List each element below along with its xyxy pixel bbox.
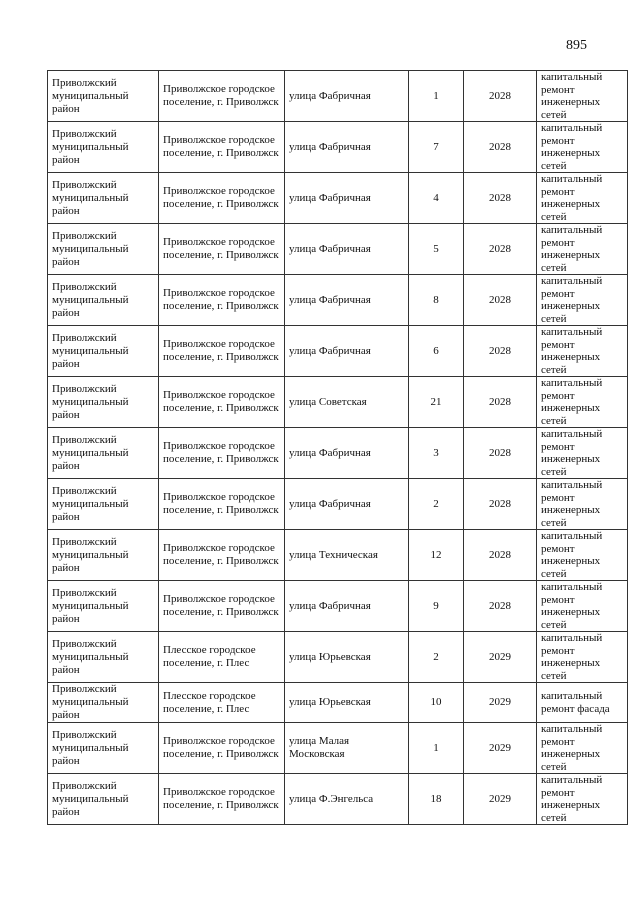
- year-cell: 2028: [464, 122, 537, 173]
- work-type-cell: капитальный ремонт инженерных сетей: [537, 774, 628, 825]
- year-cell: 2028: [464, 275, 537, 326]
- year-cell: 2028: [464, 530, 537, 581]
- work-type-cell: капитальный ремонт инженерных сетей: [537, 173, 628, 224]
- table-body: [48, 71, 628, 825]
- table-row: [48, 377, 628, 428]
- house-number-cell: 7: [409, 122, 464, 173]
- table-row: [48, 224, 628, 275]
- street-cell: улица Юрьевская: [285, 632, 409, 683]
- work-type-cell: капитальный ремонт инженерных сетей: [537, 632, 628, 683]
- settlement-cell: Плесское городское поселение, г. Плес: [159, 632, 285, 683]
- work-type-cell: капитальный ремонт инженерных сетей: [537, 723, 628, 774]
- table-row: [48, 326, 628, 377]
- house-number-cell: 6: [409, 326, 464, 377]
- district-cell: Приволжский муниципальный район: [48, 479, 159, 530]
- work-type-cell: капитальный ремонт инженерных сетей: [537, 479, 628, 530]
- year-cell: 2028: [464, 479, 537, 530]
- settlement-cell: Приволжское городское поселение, г. Приволжск: [159, 326, 285, 377]
- house-number-cell: 21: [409, 377, 464, 428]
- settlement-cell: Приволжское городское поселение, г. Приволжск: [159, 530, 285, 581]
- table-row: [48, 275, 628, 326]
- settlement-cell: Приволжское городское поселение, г. Приволжск: [159, 377, 285, 428]
- table-row: [48, 530, 628, 581]
- year-cell: 2029: [464, 723, 537, 774]
- district-cell: Приволжский муниципальный район: [48, 326, 159, 377]
- district-cell: Приволжский муниципальный район: [48, 377, 159, 428]
- street-cell: улица Фабричная: [285, 122, 409, 173]
- house-number-cell: 8: [409, 275, 464, 326]
- page-number: 895: [566, 38, 587, 53]
- work-type-cell: капитальный ремонт инженерных сетей: [537, 275, 628, 326]
- settlement-cell: Приволжское городское поселение, г. Приволжск: [159, 122, 285, 173]
- house-number-cell: 9: [409, 581, 464, 632]
- house-number-cell: 3: [409, 428, 464, 479]
- house-number-cell: 1: [409, 723, 464, 774]
- street-cell: улица Малая Московская: [285, 723, 409, 774]
- street-cell: улица Юрьевская: [285, 683, 409, 723]
- street-cell: улица Фабричная: [285, 275, 409, 326]
- table-row: [48, 632, 628, 683]
- street-cell: улица Фабричная: [285, 428, 409, 479]
- table-row: [48, 428, 628, 479]
- settlement-cell: Приволжское городское поселение, г. Приволжск: [159, 723, 285, 774]
- work-type-cell: капитальный ремонт инженерных сетей: [537, 326, 628, 377]
- house-number-cell: 12: [409, 530, 464, 581]
- district-cell: Приволжский муниципальный район: [48, 428, 159, 479]
- house-number-cell: 2: [409, 479, 464, 530]
- year-cell: 2028: [464, 224, 537, 275]
- street-cell: улица Фабричная: [285, 581, 409, 632]
- work-type-cell: капитальный ремонт инженерных сетей: [537, 122, 628, 173]
- street-cell: улица Фабричная: [285, 224, 409, 275]
- year-cell: 2028: [464, 377, 537, 428]
- house-number-cell: 2: [409, 632, 464, 683]
- table-row: [48, 774, 628, 825]
- settlement-cell: Приволжское городское поселение, г. Приволжск: [159, 479, 285, 530]
- street-cell: улица Фабричная: [285, 326, 409, 377]
- settlement-cell: Плесское городское поселение, г. Плес: [159, 683, 285, 723]
- table-row: [48, 581, 628, 632]
- street-cell: улица Ф.Энгельса: [285, 774, 409, 825]
- year-cell: 2029: [464, 683, 537, 723]
- table-row: [48, 479, 628, 530]
- table-row: [48, 723, 628, 774]
- street-cell: улица Техническая: [285, 530, 409, 581]
- work-type-cell: капитальный ремонт инженерных сетей: [537, 530, 628, 581]
- settlement-cell: Приволжское городское поселение, г. Приволжск: [159, 173, 285, 224]
- settlement-cell: Приволжское городское поселение, г. Приволжск: [159, 774, 285, 825]
- house-number-cell: 1: [409, 71, 464, 122]
- work-type-cell: капитальный ремонт инженерных сетей: [537, 428, 628, 479]
- table-row: [48, 683, 628, 723]
- district-cell: Приволжский муниципальный район: [48, 71, 159, 122]
- district-cell: Приволжский муниципальный район: [48, 224, 159, 275]
- district-cell: Приволжский муниципальный район: [48, 581, 159, 632]
- table-row: [48, 71, 628, 122]
- year-cell: 2028: [464, 581, 537, 632]
- district-cell: Приволжский муниципальный район: [48, 530, 159, 581]
- table-row: [48, 173, 628, 224]
- work-type-cell: капитальный ремонт инженерных сетей: [537, 224, 628, 275]
- street-cell: улица Советская: [285, 377, 409, 428]
- settlement-cell: Приволжское городское поселение, г. Приволжск: [159, 428, 285, 479]
- settlement-cell: Приволжское городское поселение, г. Приволжск: [159, 275, 285, 326]
- district-cell: Приволжский муниципальный район: [48, 683, 159, 723]
- house-number-cell: 4: [409, 173, 464, 224]
- settlement-cell: Приволжское городское поселение, г. Приволжск: [159, 581, 285, 632]
- work-type-cell: капитальный ремонт фасада: [537, 683, 628, 723]
- district-cell: Приволжский муниципальный район: [48, 632, 159, 683]
- house-number-cell: 18: [409, 774, 464, 825]
- street-cell: улица Фабричная: [285, 479, 409, 530]
- district-cell: Приволжский муниципальный район: [48, 173, 159, 224]
- repair-plan-table: [47, 70, 628, 825]
- district-cell: Приволжский муниципальный район: [48, 122, 159, 173]
- district-cell: Приволжский муниципальный район: [48, 723, 159, 774]
- year-cell: 2028: [464, 173, 537, 224]
- year-cell: 2028: [464, 71, 537, 122]
- street-cell: улица Фабричная: [285, 71, 409, 122]
- settlement-cell: Приволжское городское поселение, г. Приволжск: [159, 224, 285, 275]
- work-type-cell: капитальный ремонт инженерных сетей: [537, 581, 628, 632]
- district-cell: Приволжский муниципальный район: [48, 774, 159, 825]
- year-cell: 2029: [464, 632, 537, 683]
- house-number-cell: 10: [409, 683, 464, 723]
- year-cell: 2028: [464, 428, 537, 479]
- work-type-cell: капитальный ремонт инженерных сетей: [537, 71, 628, 122]
- year-cell: 2028: [464, 326, 537, 377]
- house-number-cell: 5: [409, 224, 464, 275]
- street-cell: улица Фабричная: [285, 173, 409, 224]
- work-type-cell: капитальный ремонт инженерных сетей: [537, 377, 628, 428]
- district-cell: Приволжский муниципальный район: [48, 275, 159, 326]
- table-row: [48, 122, 628, 173]
- year-cell: 2029: [464, 774, 537, 825]
- settlement-cell: Приволжское городское поселение, г. Приволжск: [159, 71, 285, 122]
